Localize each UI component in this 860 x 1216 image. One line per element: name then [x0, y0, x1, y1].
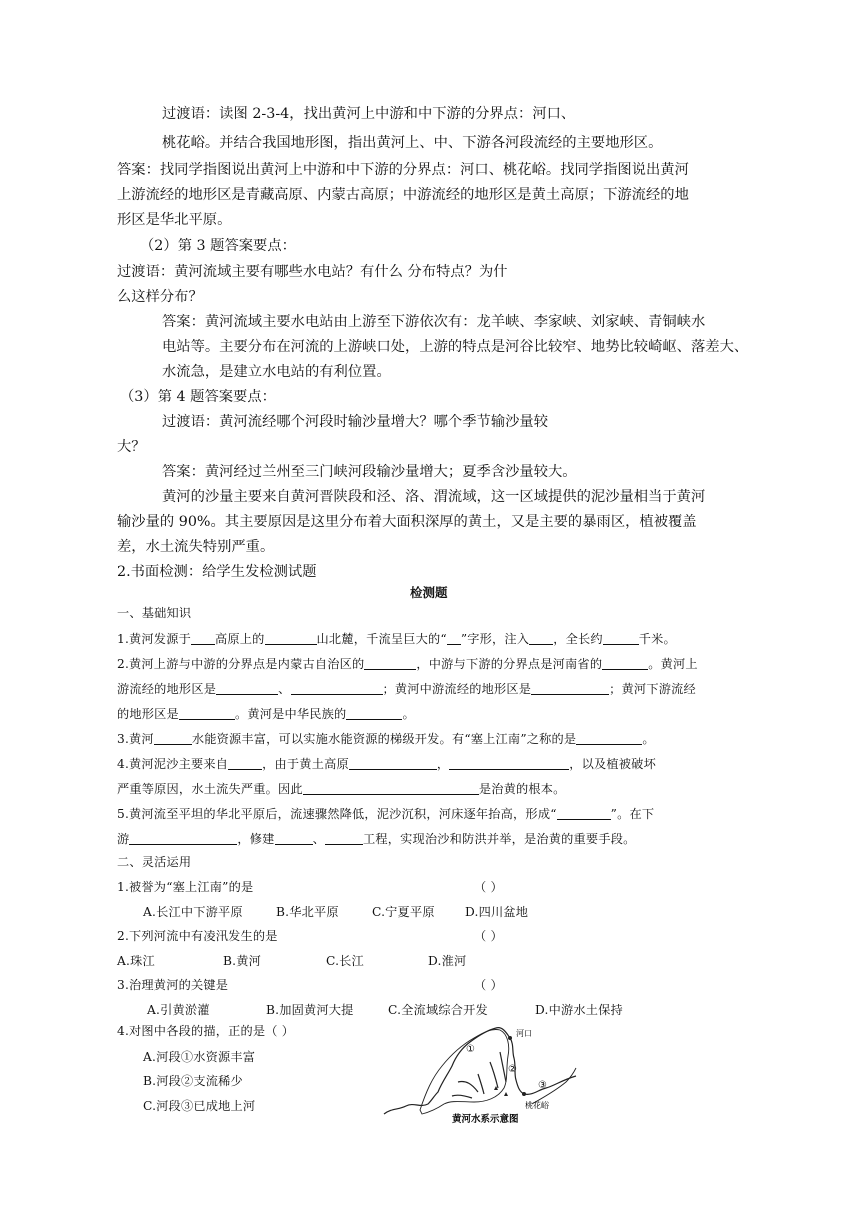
answer-1c: 形区是华北平原。 — [117, 212, 232, 228]
blank-5a[interactable] — [557, 806, 611, 820]
answer-2b: 电站等。主要分布在河流的上游峡口处，上游的特点是河谷比较窄、地势比较崎岖、落差大、 — [162, 339, 749, 355]
blank-4d[interactable] — [303, 781, 479, 795]
mc3-option-c[interactable]: C.全流域综合开发 — [388, 1003, 488, 1017]
transition-1a: 过渡语：读图 2-3-4，找出黄河上中游和中下游的分界点：河口、 — [162, 106, 576, 122]
answer-1a: 答案：找同学指图说出黄河上中游和中下游的分界点：河口、桃花峪。找同学指图说出黄河 — [117, 162, 689, 178]
blank-1c[interactable] — [447, 631, 461, 645]
taohuayu-marker — [522, 1092, 526, 1096]
fill-question-2c: 的地形区是 。黄河是中华民族的 。 — [117, 707, 415, 721]
para-a: 黄河的沙量主要来自黄河晋陕段和泾、洛、渭流域，这一区域提供的泥沙量相当于黄河 — [162, 489, 706, 505]
mc-answer-2[interactable]: （ ） — [474, 929, 503, 943]
blank-2f[interactable] — [179, 706, 235, 720]
fill-question-1: 1.黄河发源于 高原上的 山北麓，千流呈巨大的“ ”字形，注入 ，全长约 千米。 — [117, 632, 676, 646]
answer-2a: 答案：黄河流域主要水电站由上游至下游依次有：龙羊峡、李家峡、刘家峡、青铜峡水 — [162, 314, 706, 330]
mc4-option-b[interactable]: B.河段②支流稀少 — [143, 1074, 243, 1088]
quiz-title: 检测题 — [410, 585, 448, 600]
mc-question-2: 2.下列河流中有凌汛发生的是 — [117, 929, 278, 943]
mc4-option-a[interactable]: A.河段①水资源丰富 — [143, 1050, 256, 1064]
section-apply: 二、灵活运用 — [117, 855, 192, 869]
dam-marker — [504, 1092, 508, 1096]
blank-1b[interactable] — [265, 631, 317, 645]
transition-3b: 大？ — [117, 439, 146, 455]
blank-2a[interactable] — [364, 656, 416, 670]
mc-question-1: 1.被誉为“塞上江南”的是 — [117, 880, 254, 894]
blank-4a[interactable] — [228, 756, 262, 770]
blank-2b[interactable] — [602, 656, 648, 670]
q3-heading: （2）第 3 题答案要点： — [140, 238, 296, 254]
blank-2d[interactable] — [291, 681, 383, 695]
blank-4b[interactable] — [349, 756, 437, 770]
blank-4c[interactable] — [449, 756, 569, 770]
blank-3b[interactable] — [576, 731, 642, 745]
blank-2c[interactable] — [216, 681, 278, 695]
mc-question-4: 4.对图中各段的描，正的是（ ） — [117, 1024, 295, 1038]
mc1-option-a[interactable]: A.长江中下游平原 — [143, 905, 243, 919]
fill-question-2a: 2.黄河上游与中游的分界点是内蒙古自治区的 ，中游与下游的分界点是河南省的 。黄河上 — [117, 657, 698, 671]
mc3-option-d[interactable]: D.中游水土保持 — [535, 1003, 623, 1017]
tributary — [478, 1074, 484, 1094]
mc-answer-1[interactable]: （ ） — [474, 880, 503, 894]
fill-question-5a: 5.黄河流至平坦的华北平原后，流速骤然降低，泥沙沉积，河床逐年抬高，形成“ ”。在下 — [117, 807, 655, 821]
mc1-option-b[interactable]: B.华北平原 — [276, 905, 339, 919]
blank-1e[interactable] — [603, 631, 639, 645]
fill-question-5b: 游 ，修建 、 工程，实现治沙和防洪并举，是治黄的重要手段。 — [117, 832, 636, 846]
transition-2b: 么这样分布？ — [117, 289, 203, 305]
answer-2c: 水流急，是建立水电站的有利位置。 — [162, 364, 391, 380]
blank-2g[interactable] — [346, 706, 402, 720]
written-test: 2.书面检测：给学生发检测试题 — [117, 564, 317, 580]
blank-5d[interactable] — [325, 831, 363, 845]
answer-3: 答案：黄河经过兰州至三门峡河段输沙量增大；夏季含沙量较大。 — [162, 464, 577, 480]
segment-3-label: ③ — [538, 1080, 547, 1091]
tributary — [500, 1052, 506, 1082]
mc1-option-d[interactable]: D.四川盆地 — [465, 905, 529, 919]
blank-5b[interactable] — [129, 831, 237, 845]
blank-3a[interactable] — [154, 731, 192, 745]
mc-question-3: 3.治理黄河的关键是 — [117, 978, 229, 992]
blank-1d[interactable] — [529, 631, 553, 645]
basin-outline — [420, 1029, 509, 1114]
transition-3a: 过渡语：黄河流经哪个河段时输沙量增大？哪个季节输沙量较 — [162, 414, 549, 430]
mc1-option-c[interactable]: C.宁夏平原 — [372, 905, 435, 919]
mc3-option-a[interactable]: A.引黄淤灌 — [147, 1003, 210, 1017]
blank-5c[interactable] — [275, 831, 313, 845]
fill-question-3: 3.黄河 水能资源丰富，可以实施水能资源的梯级开发。有“塞上江南”之称的是 。 — [117, 732, 655, 746]
mc2-option-b[interactable]: B.黄河 — [223, 954, 262, 968]
blank-2e[interactable] — [531, 681, 609, 695]
answer-1b: 上游流经的地形区是青藏高原、内蒙古高原；中游流经的地形区是黄土高原；下游流经的地 — [117, 187, 689, 203]
blank-1a[interactable] — [191, 631, 215, 645]
figure-caption: 黄河水系示意图 — [452, 1114, 519, 1125]
transition-1b: 桃花峪。并结合我国地形图，指出黄河上、中、下游各河段流经的主要地形区。 — [162, 135, 663, 151]
tributary — [490, 1062, 498, 1088]
label-hekou: 河口 — [516, 1029, 532, 1038]
para-c: 差，水土流失特别严重。 — [117, 539, 275, 555]
segment-2-label: ② — [508, 1064, 517, 1075]
tributary — [458, 1081, 478, 1092]
tributary — [452, 1095, 472, 1098]
mc4-option-c[interactable]: C.河段③已成地上河 — [143, 1099, 256, 1113]
label-taohuayu: 桃花峪 — [525, 1101, 549, 1110]
fill-question-4a: 4.黄河泥沙主要来自 ，由于黄土高原 ， ，以及植被破坏 — [117, 757, 656, 771]
hekou-marker — [508, 1036, 512, 1040]
segment-1-label: ① — [466, 1044, 475, 1055]
mc3-option-b[interactable]: B.加固黄河大提 — [266, 1003, 354, 1017]
fill-question-2b: 游流经的地形区是 、 ；黄河中游流经的地形区是 ；黄河下游流经 — [117, 682, 696, 696]
mc2-option-a[interactable]: A.珠江 — [117, 954, 155, 968]
q4-heading: （3）第 4 题答案要点： — [120, 389, 276, 405]
transition-2a: 过渡语：黄河流域主要有哪些水电站？有什么 分布特点？为什 — [117, 264, 508, 280]
mc2-option-c[interactable]: C.长江 — [326, 954, 364, 968]
fill-question-4b: 严重等原因，水土流失严重。因此 是治黄的根本。 — [117, 782, 566, 796]
mc2-option-d[interactable]: D.淮河 — [428, 954, 467, 968]
para-b: 输沙量的 90%。其主要原因是这里分布着大面积深厚的黄土，又是主要的暴雨区，植被覆盖 — [117, 514, 697, 530]
mc-answer-3[interactable]: （ ） — [474, 978, 503, 992]
yellow-river-map — [382, 1022, 578, 1128]
section-basic: 一、基础知识 — [117, 606, 192, 620]
